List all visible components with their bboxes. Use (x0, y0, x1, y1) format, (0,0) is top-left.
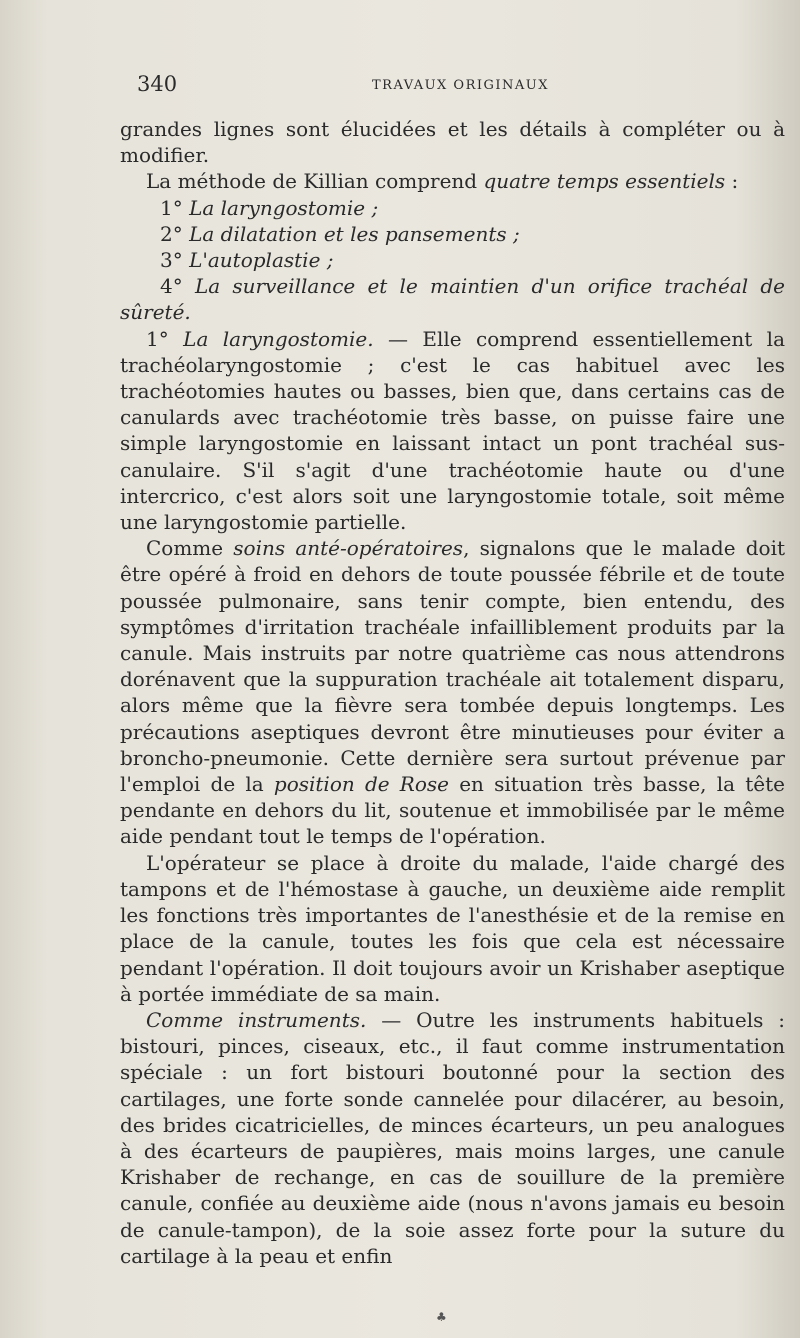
running-title: TRAVAUX ORIGINAUX (372, 78, 550, 93)
list-number: 3° (160, 248, 183, 273)
section-number: 1° (146, 326, 169, 351)
paragraph-soins (120, 535, 785, 849)
text-run: — Elle comprend essentiellement la trachéolaryngostomie ; c'est le cas habituel avec les trachéotomies hautes ou basses, bien que, dans certains cas de canulards avec trachéotomie très basse, on puisse faire une simple laryngostomie en laissant intact un pont trachéal sus-canulaire. S'il s'agit d'une trachéotomie haute ou d'une intercrico, c'est alors soit une laryngostomie totale, soit même une laryngostomie partielle. (120, 326, 785, 535)
paragraph-instruments (120, 1007, 785, 1269)
text-run: , signalons que le malade doit être opéré à froid en dehors de toute poussée fébrile et de toute poussée pulmonaire, sans tenir compte, bien entendu, des symptômes d'irritation trachéale infailliblement produits par la canule. Mais instruits par notre quatrième cas nous attendrons dorénavent que la suppuration trachéale ait totalement disparu, alors même que la fièvre sera tombée depuis longtemps. Les précautions aseptiques devront être minutieuses pour éviter a broncho-pneumonie. Cette dernière sera surtout prévenue par l'emploi de la (120, 536, 786, 797)
text-run: Comme (146, 536, 234, 561)
emphasis: quatre temps essentiels (483, 169, 726, 194)
list-item (160, 247, 785, 273)
section-heading: Comme instruments. (146, 1007, 367, 1032)
list-item (160, 221, 785, 247)
page-number: 340 (137, 72, 178, 96)
list-item (120, 273, 785, 325)
paragraph-killian-method (120, 168, 785, 194)
list-number: 2° (160, 221, 183, 246)
text-run: : (725, 169, 739, 194)
emphasis: soins anté-opératoires (233, 536, 464, 561)
emphasis: position de Rose (273, 772, 449, 797)
list-text: L'autoplastie ; (189, 248, 334, 273)
list-number: 1° (160, 195, 183, 220)
section-heading: La laryngostomie. (183, 326, 374, 351)
paragraph-laryngostomie (120, 326, 785, 536)
list-item (160, 195, 785, 221)
list-text: La laryngostomie ; (189, 195, 379, 220)
text-run: La méthode de Killian comprend (146, 169, 484, 194)
text-run: — Outre les instruments habituels : bistouri, pinces, ciseaux, etc., il faut comme instrumentation spéciale : un fort bistouri boutonné pour la section des cartilages, une forte sonde cannelée pour dilacérer, au besoin, des brides cicatricielles, de minces écarteurs, un peu analogues à des écarteurs de paupières, mais moins larges, une canule Krishaber de rechange, en cas de souillure de la première canule, confiée au deuxième aide (nous n'avons jamais eu besoin de canule-tampon), de la soie assez forte pour la suture du cartilage à la peau et enfin (120, 1007, 786, 1268)
printer-ornament: ♣ (436, 1310, 447, 1324)
page-header (137, 72, 760, 102)
list-text: La dilatation et les pansements ; (189, 221, 520, 246)
paragraph-operateur: L'opérateur se place à droite du malade, l'aide chargé des tampons et de l'hémostase à gauche, un deuxième aide remplit les fonctions très importantes de l'anesthésie et de la remise en place de la canule, toutes les fois que cela est nécessaire pendant l'opération. Il doit toujours avoir un Krishaber aseptique à portée immédiate de sa main. (120, 850, 785, 1006)
list-number: 4° (160, 274, 183, 299)
text-run: en situation très basse, la tête pendante en dehors du lit, soutenue et immobilisée par le même aide pendant tout le temps de l'opération. (120, 772, 785, 849)
paragraph-continuation: grandes lignes sont élucidées et les détails à compléter ou à modifier. (120, 117, 785, 168)
list-text: La surveillance et le maintien d'un orifice trachéal de sûreté. (120, 274, 785, 325)
body-text (120, 116, 785, 1269)
